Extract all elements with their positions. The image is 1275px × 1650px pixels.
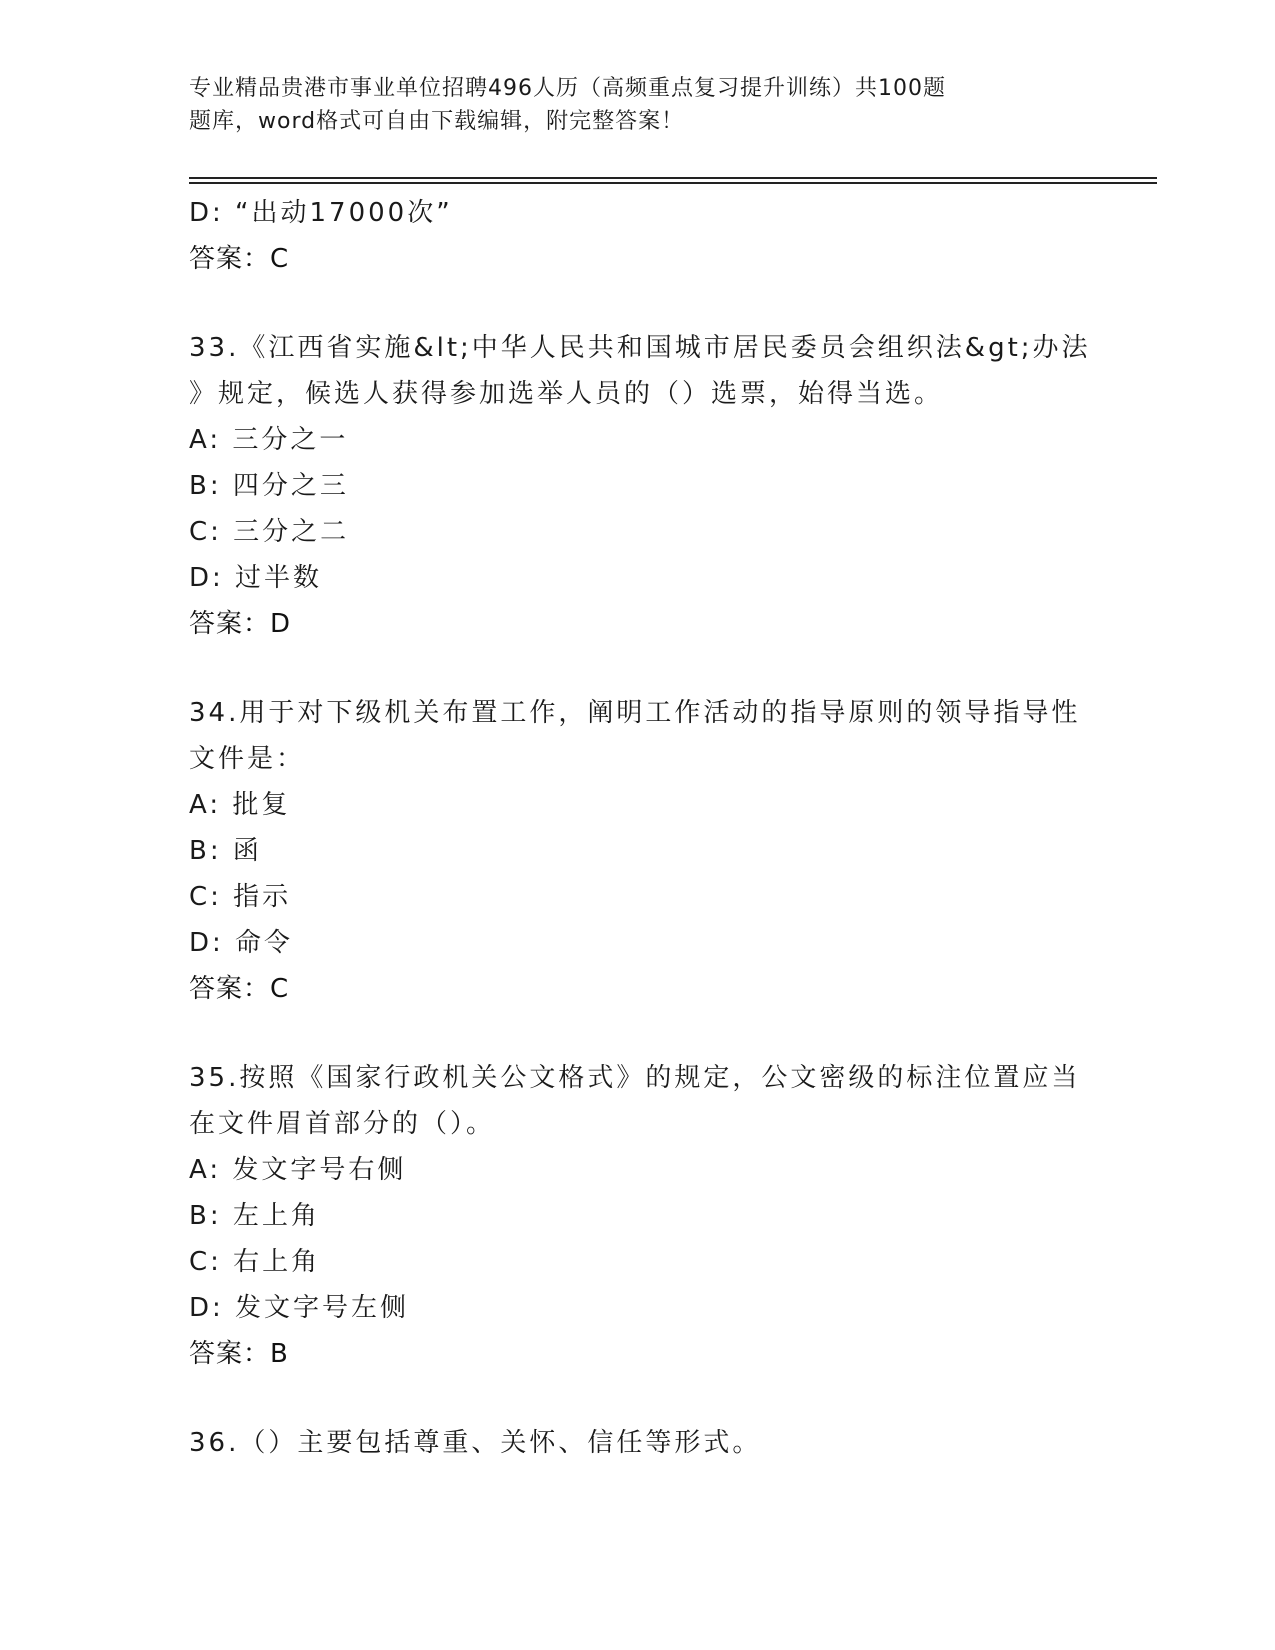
question-32-tail: [189, 190, 1089, 282]
option-d: D: 命令: [189, 928, 294, 958]
question-stem-continued: 文件是：: [189, 744, 306, 774]
option-c: C: 右上角: [189, 1247, 321, 1277]
question-stem: 34.用于对下级机关布置工作，阐明工作活动的指导原则的领导指导性: [189, 698, 1081, 728]
header-divider-bottom: [189, 182, 1157, 184]
option-d: D: 过半数: [189, 563, 323, 593]
option-d: D: 发文字号左侧: [189, 1293, 410, 1323]
header-title-line-2: 题库，word格式可自由下载编辑，附完整答案！: [189, 109, 685, 134]
option-d: D: “出动17000次”: [189, 198, 453, 228]
question-34: [189, 690, 1089, 1012]
question-list: [189, 190, 1089, 1466]
answer-line: 答案：C: [189, 974, 290, 1004]
answer-line: 答案：D: [189, 609, 292, 639]
question-stem: 36.（）主要包括尊重、关怀、信任等形式。: [189, 1428, 762, 1458]
question-stem: 35.按照《国家行政机关公文格式》的规定，公文密级的标注位置应当: [189, 1063, 1081, 1093]
question-35: [189, 1055, 1089, 1377]
answer-line: 答案：C: [189, 244, 290, 274]
option-b: B: 函: [189, 836, 262, 866]
question-spacer: [189, 647, 1089, 690]
option-c: C: 指示: [189, 882, 292, 912]
question-spacer: [189, 1012, 1089, 1055]
question-stem: 33.《江西省实施&lt;中华人民共和国城市居民委员会组织法&gt;办法: [189, 333, 1091, 363]
option-a: A: 三分之一: [189, 425, 349, 455]
header-divider-top: [189, 177, 1157, 179]
option-b: B: 四分之三: [189, 471, 349, 501]
question-stem-continued: 在文件眉首部分的（）。: [189, 1109, 496, 1139]
question-stem-continued: 》规定，候选人获得参加选举人员的（）选票，始得当选。: [189, 379, 944, 409]
option-c: C: 三分之二: [189, 517, 350, 547]
header-title-line-1: 专业精品贵港市事业单位招聘496人历（高频重点复习提升训练）共100题: [189, 76, 946, 101]
question-33: [189, 325, 1089, 647]
question-36: [189, 1420, 1089, 1466]
answer-line: 答案：B: [189, 1339, 289, 1369]
question-spacer: [189, 1377, 1089, 1420]
option-a: A: 发文字号右侧: [189, 1155, 407, 1185]
document-header: [189, 72, 1089, 138]
option-b: B: 左上角: [189, 1201, 320, 1231]
option-a: A: 批复: [189, 790, 291, 820]
question-spacer: [189, 282, 1089, 325]
